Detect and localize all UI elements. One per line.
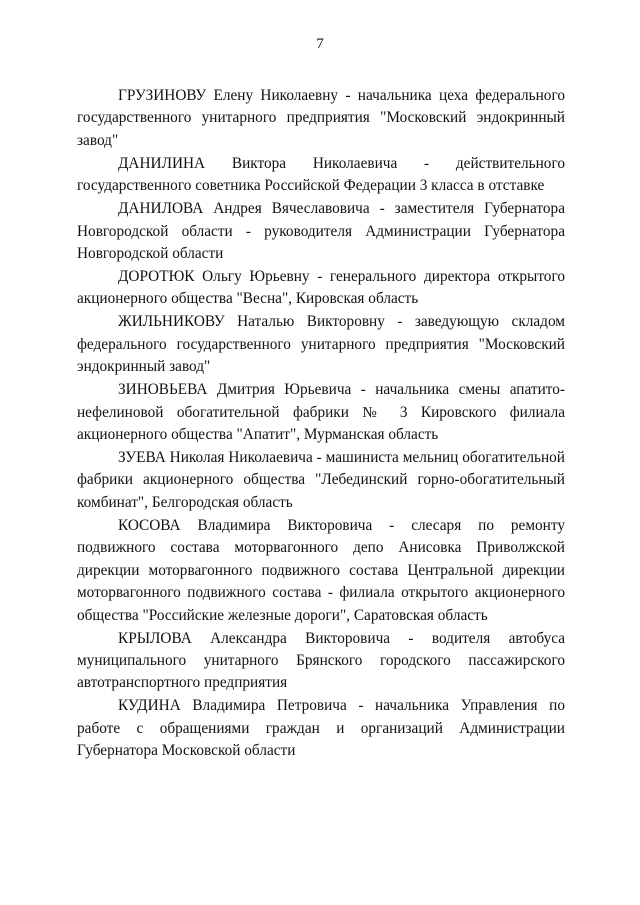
list-item: ГРУЗИНОВУ Елену Николаевну - начальника цеха федерального государственного унитарного предприятия "Московский эндокринный завод" — [77, 87, 565, 149]
list-item: КРЫЛОВА Александра Викторовича - водителя автобуса муниципального унитарного Брянского городского пассажирского автотранспортного предприятия — [77, 629, 565, 692]
page-number: 7 — [316, 36, 324, 52]
list-item: КОСОВА Владимира Викторовича - слесаря по ремонту подвижного состава моторвагонного депо Анисовка Приволжской дирекции моторвагонного подвижного состава Центральной дирекции моторвагонного подвижного состава - филиала открытого акционерного общества "Российские железные дороги", Саратовская область — [77, 516, 565, 624]
list-item: КУДИНА Владимира Петровича - начальника Управления по работе с обращениями граждан и организаций Администрации Губернатора Московской области — [77, 697, 565, 760]
list-item: ЖИЛЬНИКОВУ Наталью Викторовну - заведующую складом федерального государственного унитарного предприятия "Московский эндокринный завод" — [77, 313, 565, 376]
award-list — [77, 85, 565, 763]
list-item: ДОРОТЮК Ольгу Юрьевну - генерального директора открытого акционерного общества "Весна", Кировская область — [77, 268, 565, 308]
list-item: ДАНИЛИНА Виктора Николаевича - действительного государственного советника Российской Федерации 3 класса в отставке — [77, 154, 565, 195]
list-item: ЗУЕВА Николая Николаевича - машиниста мельниц обогатительной фабрики акционерного общества "Лебединский горно-обогатительный комбинат", Белгородская область — [77, 449, 565, 511]
list-item: ДАНИЛОВА Андрея Вячеславовича - заместителя Губернатора Новгородской области - руководителя Администрации Губернатора Новгородской области — [77, 200, 565, 263]
list-item: ЗИНОВЬЕВА Дмитрия Юрьевича - начальника смены апатито-нефелиновой обогатительной фабрики № 3 Кировского филиала акционерного общества "Апатит", Мурманская область — [77, 381, 565, 444]
